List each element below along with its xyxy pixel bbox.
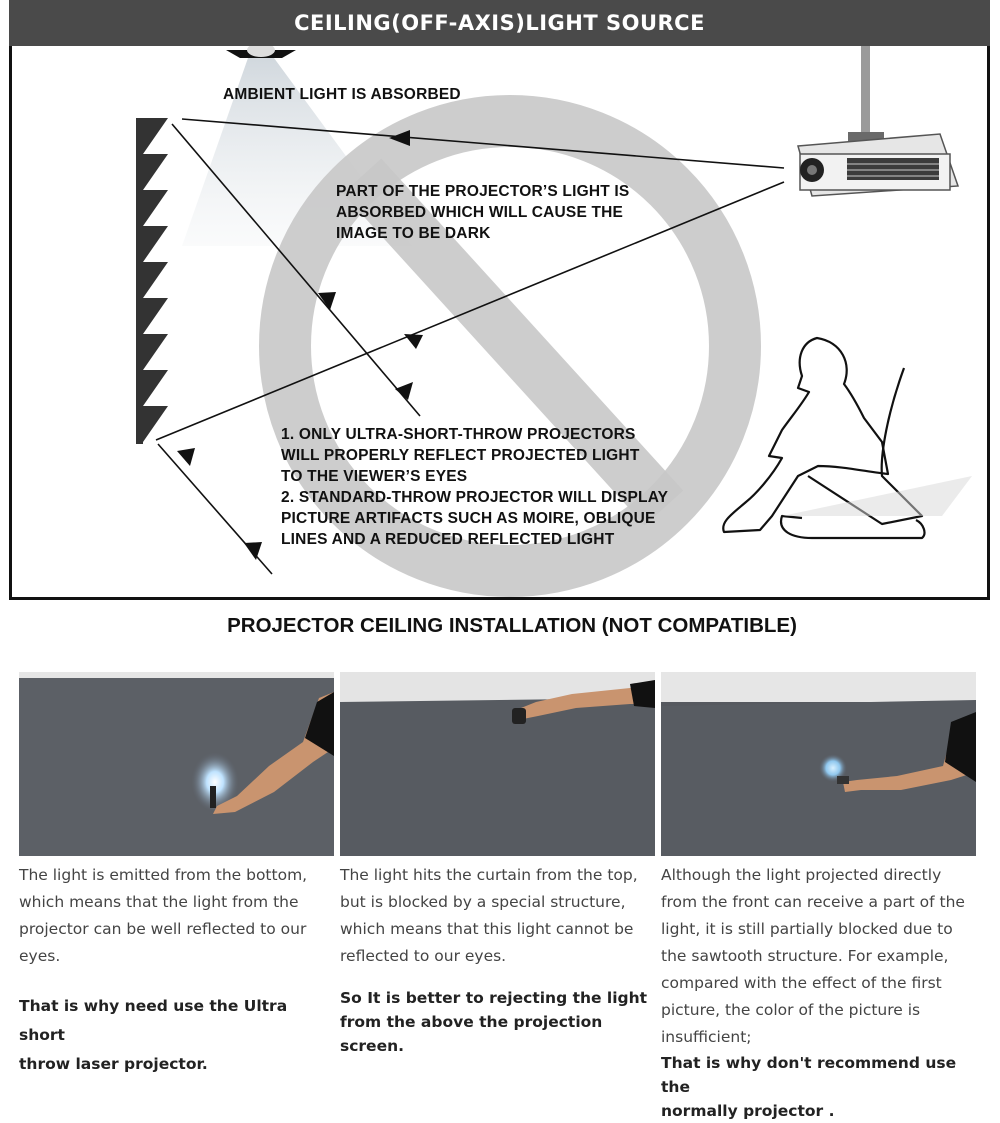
section-title-text: PROJECTOR CEILING INSTALLATION (NOT COMPATIBLE) bbox=[227, 614, 797, 637]
caption-line: compared with the effect of the first bbox=[661, 974, 942, 992]
caption-line: reflected to our eyes. bbox=[340, 947, 507, 965]
bold-line: throw laser projector. bbox=[19, 1055, 208, 1073]
sawtooth-screen-icon bbox=[136, 118, 168, 444]
caption-line: which means that this light cannot be bbox=[340, 920, 634, 938]
caption-line: picture, the color of the picture is bbox=[661, 1001, 921, 1019]
absorbed-line: PART OF THE PROJECTOR’S LIGHT IS bbox=[336, 183, 630, 200]
caption-line: from the front can receive a part of the bbox=[661, 893, 965, 911]
caption-line: The light hits the curtain from the top, bbox=[340, 866, 638, 884]
caption-panel-1 bbox=[19, 862, 335, 1079]
bold-line: from the above the projection screen. bbox=[340, 1013, 603, 1055]
caption-bold bbox=[340, 986, 656, 1058]
header-title: CEILING(OFF-AXIS)LIGHT SOURCE bbox=[294, 11, 705, 35]
diagram-frame bbox=[9, 46, 990, 600]
notes-label bbox=[281, 424, 668, 550]
caption-line: which means that the light from the bbox=[19, 893, 299, 911]
projector-icon bbox=[798, 46, 958, 196]
notes-line: WILL PROPERLY REFLECT PROJECTED LIGHT bbox=[281, 447, 640, 464]
bold-line: So It is better to rejecting the light bbox=[340, 989, 648, 1007]
notes-line: PICTURE ARTIFACTS SUCH AS MOIRE, OBLIQUE bbox=[281, 510, 656, 527]
caption-line: insufficient; bbox=[661, 1028, 752, 1046]
caption-bold bbox=[19, 992, 335, 1079]
notes-line: 2. STANDARD-THROW PROJECTOR WILL DISPLAY bbox=[281, 489, 669, 506]
caption-line: eyes. bbox=[19, 947, 61, 965]
bold-line: That is why don't recommend use the bbox=[661, 1054, 957, 1096]
notes-line: LINES AND A REDUCED REFLECTED LIGHT bbox=[281, 531, 615, 548]
photo-front-light bbox=[661, 672, 976, 856]
caption-bold bbox=[661, 1051, 977, 1123]
photo-top-light bbox=[340, 672, 655, 856]
caption-line: light, it is still partially blocked due to bbox=[661, 920, 953, 938]
notes-line: TO THE VIEWER’S EYES bbox=[281, 468, 468, 485]
header-banner bbox=[9, 0, 990, 46]
caption-panel-3 bbox=[661, 862, 977, 1123]
caption-line: projector can be well reflected to our bbox=[19, 920, 307, 938]
caption-line: The light is emitted from the bottom, bbox=[19, 866, 308, 884]
absorbed-line: IMAGE TO BE DARK bbox=[336, 225, 491, 242]
bold-line: That is why need use the Ultra short bbox=[19, 997, 288, 1044]
caption-panel-2 bbox=[340, 862, 656, 1058]
absorbed-line: ABSORBED WHICH WILL CAUSE THE bbox=[336, 204, 624, 221]
caption-line: Although the light projected directly bbox=[661, 866, 942, 884]
notes-line: 1. ONLY ULTRA-SHORT-THROW PROJECTORS bbox=[281, 426, 636, 443]
ambient-label: AMBIENT LIGHT IS ABSORBED bbox=[223, 86, 461, 103]
caption-line: the sawtooth structure. For example, bbox=[661, 947, 949, 965]
photo-bottom-light bbox=[19, 672, 334, 856]
section-title bbox=[0, 614, 1000, 638]
bold-line: normally projector . bbox=[661, 1102, 835, 1120]
caption-line: but is blocked by a special structure, bbox=[340, 893, 626, 911]
absorbed-label bbox=[336, 181, 629, 244]
